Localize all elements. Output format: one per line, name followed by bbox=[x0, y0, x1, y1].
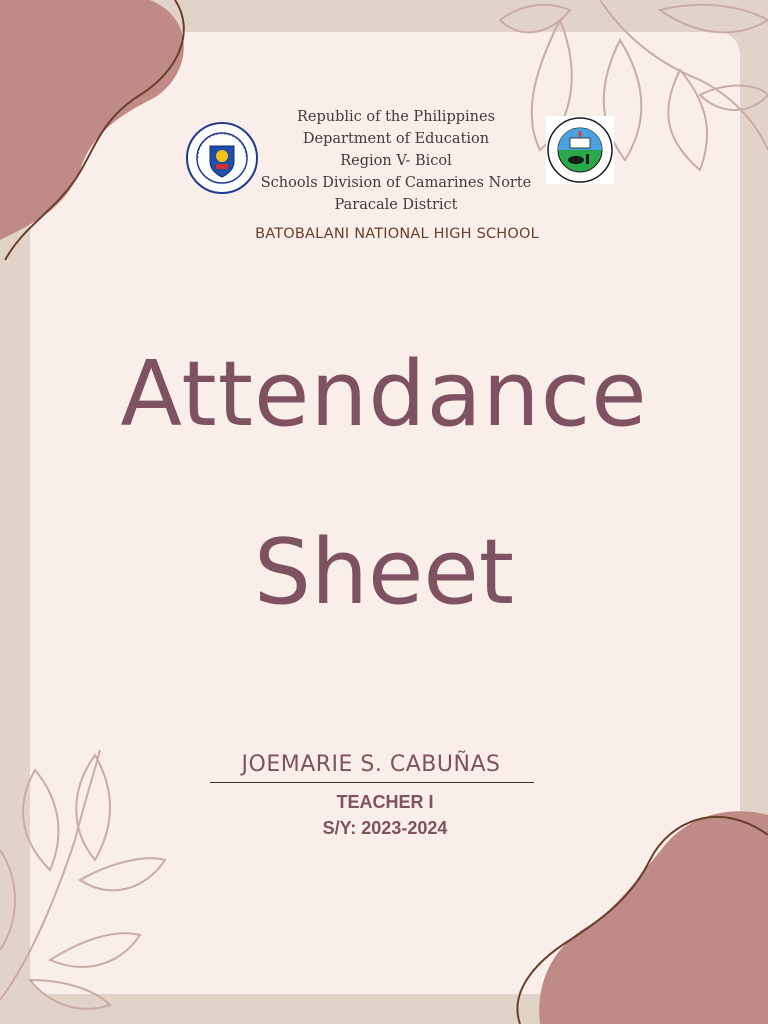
school-name: BATOBALANI NATIONAL HIGH SCHOOL bbox=[255, 226, 539, 242]
header-line-region: Region V- Bicol bbox=[340, 153, 452, 169]
deped-seal-icon bbox=[186, 122, 258, 194]
title-line-2: Sheet bbox=[253, 520, 515, 625]
teacher-name: JOEMARIE S. CABUÑAS bbox=[241, 752, 501, 777]
header-line-division: Schools Division of Camarines Norte bbox=[260, 175, 532, 191]
teacher-position: TEACHER I bbox=[336, 792, 434, 812]
header-line-district: Paracale District bbox=[334, 197, 458, 213]
title-line-1: Attendance bbox=[120, 342, 648, 447]
name-underline bbox=[210, 782, 534, 783]
header-block bbox=[250, 106, 542, 216]
header-line-department: Department of Education bbox=[302, 131, 490, 147]
header-line-republic: Republic of the Philippines bbox=[296, 109, 496, 125]
school-year: S/Y: 2023-2024 bbox=[322, 818, 448, 838]
batobalani-nhs-seal-icon bbox=[546, 116, 614, 184]
